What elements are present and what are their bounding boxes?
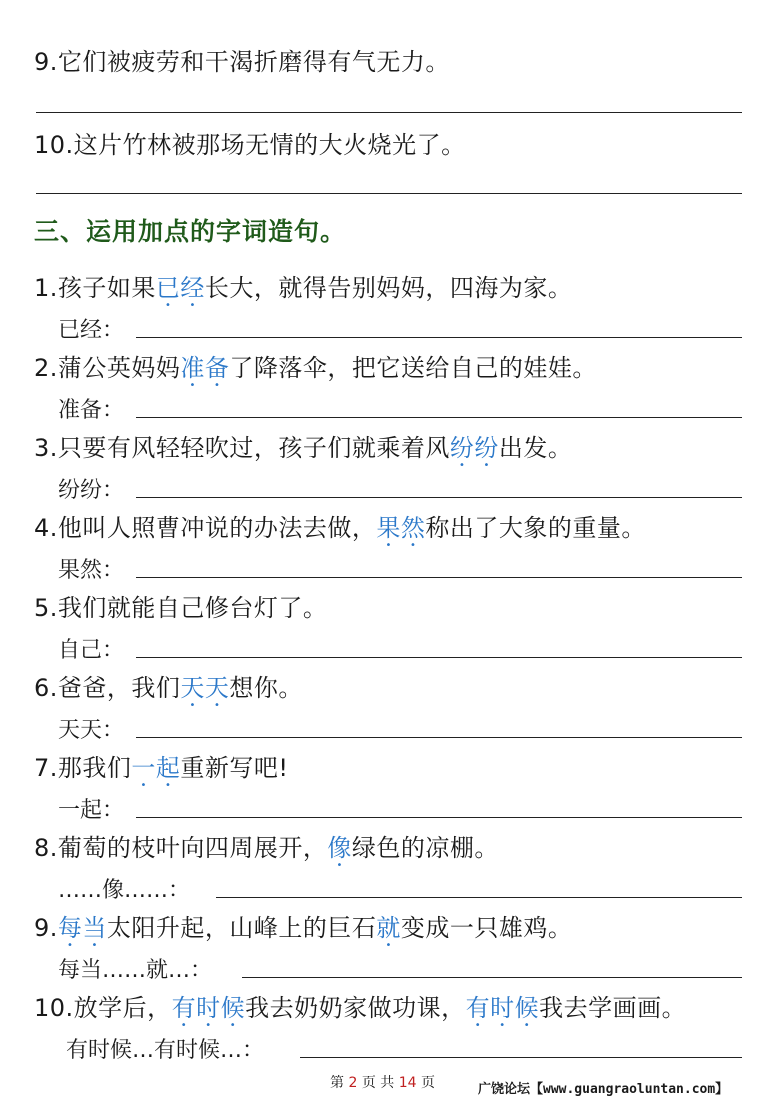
sentence-mid: 太阳升起，山峰上的巨石 (106, 914, 377, 942)
exercise-item-6 (34, 668, 303, 711)
current-page: 2 (348, 1075, 358, 1091)
sentence-10-prev: 10.这片竹林被那场无情的大火烧光了。 (34, 131, 466, 159)
dotted-word: 就 • (376, 914, 401, 951)
sentence-post: 我去学画画。 (539, 994, 687, 1022)
answer-line[interactable] (136, 737, 742, 738)
answer-line[interactable] (36, 193, 742, 194)
answer-line[interactable] (300, 1057, 742, 1058)
answer-line[interactable] (136, 657, 742, 658)
word-label: 一起： (58, 798, 125, 823)
dotted-word: 有时候 • • • (171, 994, 246, 1031)
word-label: 准备： (58, 398, 125, 423)
total-pages: 14 (398, 1075, 417, 1091)
answer-line[interactable] (136, 817, 742, 818)
item-number: 9. (34, 914, 58, 942)
sentence-post: 绿色的凉棚。 (351, 834, 499, 862)
exercise-item-8 (34, 828, 499, 871)
sentence-pre: 2.蒲公英妈妈 (34, 354, 181, 382)
section-title: 三、运用加点的字词造句。 (34, 217, 347, 246)
answer-line[interactable] (136, 577, 742, 578)
dotted-word: 像 • (327, 834, 352, 871)
sentence-post: 了降落伞，把它送给自己的娃娃。 (229, 354, 597, 382)
answer-line[interactable] (36, 112, 742, 113)
sentence-pre: 1.孩子如果 (34, 274, 156, 302)
sentence-pre: 6.爸爸，我们 (34, 674, 181, 702)
footer-text: 页 共 (361, 1075, 395, 1091)
sentence-pre: 4.他叫人照曹冲说的办法去做， (34, 514, 377, 542)
dotted-word: 一起 • • (131, 754, 181, 791)
dotted-word: 果然 • • (376, 514, 426, 551)
answer-line[interactable] (136, 417, 742, 418)
answer-line[interactable] (136, 497, 742, 498)
word-label: ……像……： (58, 878, 191, 903)
word-label: 果然： (58, 558, 125, 583)
sentence-pre: 3.只要有风轻轻吹过，孩子们就乘着风 (34, 434, 450, 462)
sentence-pre: 5.我们就能自己修台灯了。 (34, 594, 328, 622)
sentence-pre: 10.放学后， (34, 994, 172, 1022)
dotted-word: 已经 • • (155, 274, 205, 311)
word-label: 自己： (58, 638, 125, 663)
word-label: 每当……就…： (58, 958, 213, 983)
footer-text: 页 (421, 1075, 436, 1091)
page-footer (330, 1072, 435, 1092)
sentence-post: 出发。 (498, 434, 573, 462)
exercise-item-10 (34, 988, 687, 1031)
word-label: 已经： (58, 318, 125, 343)
footer-text: 第 (330, 1075, 344, 1091)
sentence-post: 想你。 (229, 674, 303, 702)
dotted-word: 天天 • • (180, 674, 230, 711)
sentence-mid: 我去奶奶家做功课， (245, 994, 466, 1022)
sentence-pre: 8.葡萄的枝叶向四周展开， (34, 834, 328, 862)
sentence-9-prev: 9.它们被疲劳和干渴折磨得有气无力。 (34, 48, 450, 76)
dotted-word: 准备 • • (180, 354, 230, 391)
sentence-post: 称出了大象的重量。 (425, 514, 646, 542)
dotted-word: 每当 • • (57, 914, 107, 951)
sentence-post: 变成一只雄鸡。 (400, 914, 573, 942)
word-label: 天天： (58, 718, 125, 743)
exercise-item-2 (34, 348, 597, 391)
answer-line[interactable] (216, 897, 742, 898)
sentence-post: 长大，就得告别妈妈，四海为家。 (204, 274, 573, 302)
answer-line[interactable] (136, 337, 742, 338)
exercise-item-4 (34, 508, 646, 551)
exercise-item-9 (34, 908, 573, 951)
word-label: 纷纷： (58, 478, 125, 503)
exercise-item-3 (34, 428, 573, 471)
answer-line[interactable] (242, 977, 742, 978)
dotted-word: 有时候 • • • (465, 994, 540, 1031)
dotted-word: 纷纷 • • (449, 434, 499, 471)
word-label: 有时候…有时候…： (66, 1038, 265, 1063)
exercise-item-5 (34, 588, 327, 623)
sentence-post: 重新写吧! (180, 754, 289, 782)
sentence-pre: 7.那我们 (34, 754, 132, 782)
site-watermark: 广饶论坛【www.guangraoluntan.com】 (478, 1082, 729, 1097)
exercise-item-7 (34, 748, 289, 791)
exercise-item-1 (34, 268, 573, 311)
